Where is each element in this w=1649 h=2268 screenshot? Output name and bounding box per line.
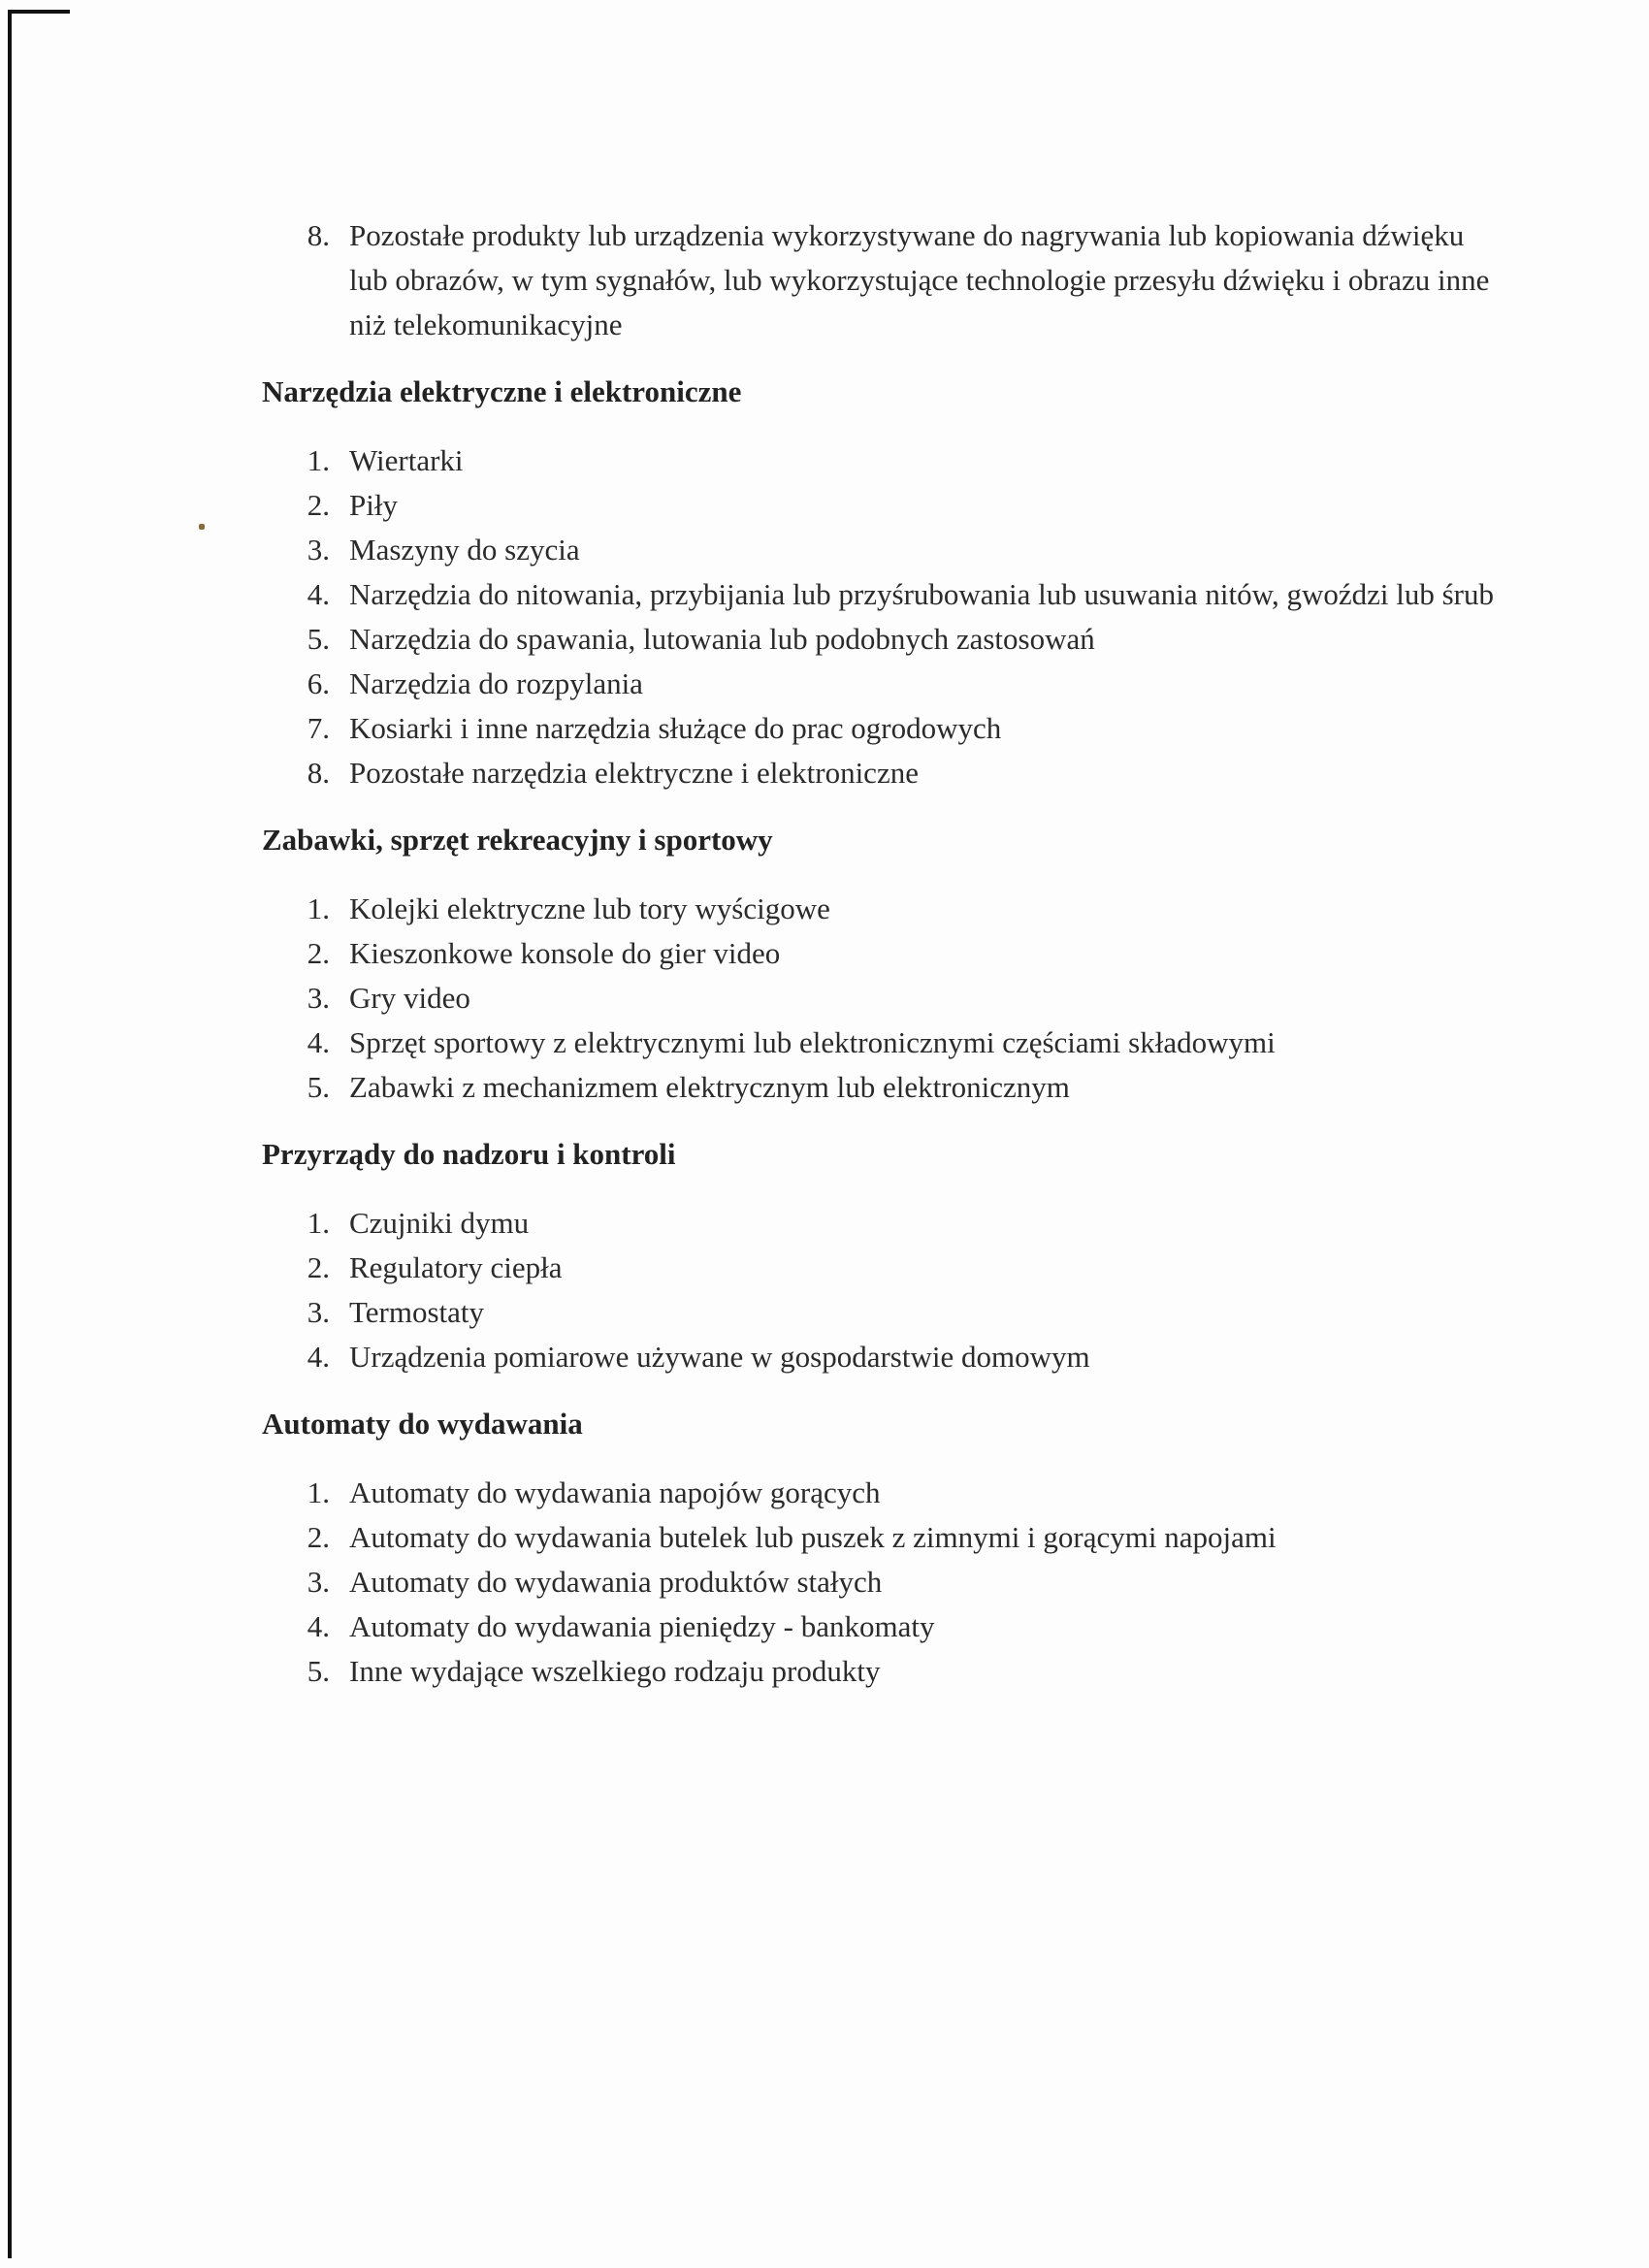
section-heading: Narzędzia elektryczne i elektroniczne (262, 374, 742, 408)
list-item-text: Zabawki z mechanizmem elektrycznym lub elektronicznym (349, 1070, 1070, 1104)
list-item-number: 7. (307, 711, 330, 745)
list-item-number: 4. (307, 1609, 330, 1643)
list-item (262, 1604, 1504, 1649)
list-item-number: 5. (307, 1654, 330, 1688)
section-heading: Automaty do wydawania (262, 1407, 583, 1441)
list-item-text: Kolejki elektryczne lub tory wyścigowe (349, 891, 830, 925)
list-item-number: 1. (307, 891, 330, 925)
list-item-number: 2. (307, 1520, 330, 1554)
list-item-text: Kosiarki i inne narzędzia służące do prac ogrodowych (349, 711, 1002, 745)
list-item (262, 1335, 1504, 1379)
list-item (262, 1201, 1504, 1246)
list-item (262, 1515, 1504, 1560)
list-item-number: 3. (307, 1565, 330, 1599)
list-item-text: Pozostałe produkty lub urządzenia wykorzystywane do nagrywania lub kopiowania dźwięku lub obrazów, w tym sygnałów, lub wykorzystujące technologie przesyłu dźwięku i obrazu inne niż telekomunikacyjne (349, 218, 1490, 341)
list-item (262, 931, 1504, 976)
scan-edge-top (8, 10, 70, 14)
list-item-number: 5. (307, 622, 330, 656)
list-item-text: Narzędzia do rozpylania (349, 666, 643, 700)
list-item-text: Wiertarki (349, 443, 464, 477)
continued-list (262, 213, 1504, 347)
list-item (262, 1649, 1504, 1694)
list-item (262, 751, 1504, 795)
list-item (262, 483, 1504, 528)
list-item-number: 1. (307, 1475, 330, 1509)
list-item (262, 976, 1504, 1021)
list-item-number: 5. (307, 1070, 330, 1104)
list-item-number: 2. (307, 488, 330, 522)
list-item-number: 2. (307, 936, 330, 970)
section-list (262, 887, 1504, 1110)
list-item (262, 887, 1504, 931)
list-item-text: Sprzęt sportowy z elektrycznymi lub elektronicznymi częściami składowymi (349, 1025, 1276, 1059)
list-item-number: 4. (307, 1025, 330, 1059)
list-item-text: Kieszonkowe konsole do gier video (349, 936, 781, 970)
section-list (262, 1201, 1504, 1379)
list-item (262, 438, 1504, 483)
list-item (262, 1471, 1504, 1515)
list-item-text: Automaty do wydawania butelek lub puszek z zimnymi i gorącymi napojami (349, 1520, 1277, 1554)
list-item-text: Pozostałe narzędzia elektryczne i elektroniczne (349, 756, 919, 790)
list-item (262, 1065, 1504, 1110)
list-item-number: 8. (307, 756, 330, 790)
list-item-number: 1. (307, 1206, 330, 1240)
list-item-number: 6. (307, 666, 330, 700)
list-item-text: Regulatory ciepła (349, 1250, 563, 1284)
scan-edge-left (8, 10, 12, 2258)
list-item (262, 528, 1504, 572)
list-item-number: 3. (307, 533, 330, 567)
list-item-text: Maszyny do szycia (349, 533, 580, 567)
list-item (262, 1560, 1504, 1604)
list-item-text: Czujniki dymu (349, 1206, 530, 1240)
list-item-text: Automaty do wydawania produktów stałych (349, 1565, 883, 1599)
list-item (262, 617, 1504, 662)
list-item-number: 3. (307, 1295, 330, 1329)
list-item-number: 4. (307, 577, 330, 611)
section-list (262, 438, 1504, 795)
section-heading: Zabawki, sprzęt rekreacyjny i sportowy (262, 823, 773, 857)
list-item-number: 1. (307, 443, 330, 477)
list-item (262, 706, 1504, 751)
list-item (262, 1246, 1504, 1290)
list-item-text: Automaty do wydawania napojów gorących (349, 1475, 881, 1509)
list-item (262, 1290, 1504, 1335)
section-heading: Przyrządy do nadzoru i kontroli (262, 1137, 676, 1171)
list-item (262, 213, 1504, 347)
list-item-number: 3. (307, 981, 330, 1015)
list-item-text: Automaty do wydawania pieniędzy - bankomaty (349, 1609, 935, 1643)
list-item-text: Narzędzia do nitowania, przybijania lub przyśrubowania lub usuwania nitów, gwoździ lub śrub (349, 577, 1494, 611)
section-list (262, 1471, 1504, 1694)
list-item-number: 2. (307, 1250, 330, 1284)
list-item-text: Termostaty (349, 1295, 485, 1329)
document-content (262, 213, 1504, 1694)
list-item-text: Urządzenia pomiarowe używane w gospodarstwie domowym (349, 1340, 1090, 1374)
list-item-text: Inne wydające wszelkiego rodzaju produkty (349, 1654, 881, 1688)
scan-speck (199, 524, 205, 530)
list-item-text: Piły (349, 488, 398, 522)
list-item-number: 4. (307, 1340, 330, 1374)
list-item (262, 1021, 1504, 1065)
list-item-number: 8. (307, 218, 330, 252)
list-item-text: Narzędzia do spawania, lutowania lub podobnych zastosowań (349, 622, 1095, 656)
list-item-text: Gry video (349, 981, 470, 1015)
list-item (262, 572, 1504, 617)
list-item (262, 662, 1504, 706)
